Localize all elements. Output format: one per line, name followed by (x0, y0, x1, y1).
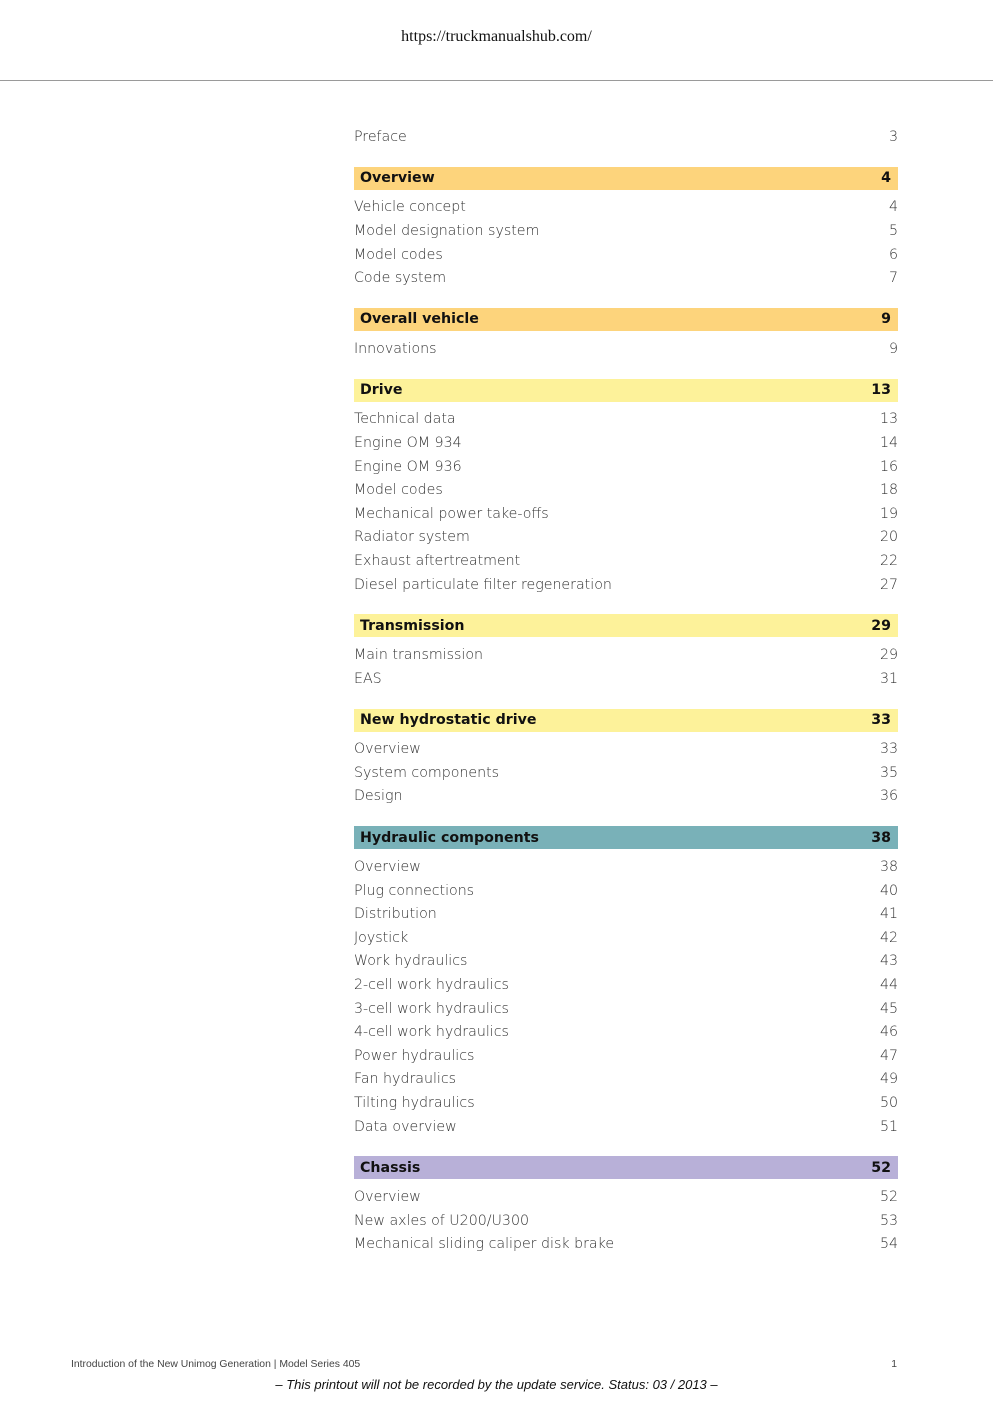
toc-entry[interactable] (354, 1115, 898, 1139)
toc-entry-title: Mechanical sliding caliper disk brake (354, 1236, 615, 1253)
toc-entry-page: 33 (879, 741, 898, 758)
toc-entry[interactable] (354, 879, 898, 903)
toc-entry-title: System components (354, 764, 500, 781)
toc-entry-title: Innovations (354, 340, 437, 357)
toc-entry-page: 46 (879, 1024, 898, 1041)
toc-entry-title: 3-cell work hydraulics (354, 1000, 509, 1017)
toc-entry-title: Design (354, 788, 403, 805)
footer-page-number: 1 (891, 1359, 897, 1370)
toc-entry-page: 13 (879, 411, 898, 428)
toc-entry[interactable] (354, 243, 898, 267)
toc-entry[interactable] (354, 478, 898, 502)
toc-entry-title: Plug connections (354, 882, 475, 899)
toc-entry-page: 38 (879, 859, 898, 876)
toc-entry-title: Diesel particulate filter regeneration (354, 576, 612, 593)
toc-entry-title: Engine OM 936 (354, 458, 462, 475)
toc-section-heading[interactable] (354, 308, 898, 331)
toc-entry-page: 47 (879, 1047, 898, 1064)
toc-section-heading[interactable] (354, 614, 898, 637)
toc-entry-title: Data overview (354, 1118, 457, 1135)
toc-entry-title: Code system (354, 270, 447, 287)
toc-entry-title: Fan hydraulics (354, 1071, 457, 1088)
toc-entry-page: 42 (879, 929, 898, 946)
toc-entry[interactable] (354, 502, 898, 526)
toc-entry-title: New axles of U200/U300 (354, 1212, 530, 1229)
toc-entry-page: 20 (879, 529, 898, 546)
toc-entry-title: Technical data (354, 411, 456, 428)
toc-entry-page: 5 (888, 222, 898, 239)
toc-entry[interactable] (354, 573, 898, 597)
site-url[interactable]: https://truckmanualshub.com/ (401, 28, 592, 45)
footer-document-title: Introduction of the New Unimog Generation | Model Series 405 (71, 1359, 361, 1370)
toc-entry-page: 31 (879, 670, 898, 687)
toc-entry-page: 6 (888, 246, 898, 263)
toc-entry-title: Joystick (354, 929, 409, 946)
toc-section-heading[interactable] (354, 826, 898, 849)
toc-entry[interactable] (354, 902, 898, 926)
toc-entry-title: Distribution (354, 906, 437, 923)
section-title: Transmission (360, 617, 465, 634)
toc-entry-page: 53 (879, 1212, 898, 1229)
toc-entry-title: Preface (354, 128, 407, 145)
toc-entry[interactable] (354, 431, 898, 455)
toc-entry[interactable] (354, 1185, 898, 1209)
toc-entry-title: Work hydraulics (354, 953, 468, 970)
toc-entry-title: Mechanical power take-offs (354, 505, 549, 522)
toc-entry-title: Exhaust aftertreatment (354, 552, 521, 569)
toc-entry[interactable] (354, 219, 898, 243)
toc-entry-page: 18 (879, 482, 898, 499)
section-page: 9 (881, 311, 891, 328)
toc-entry[interactable] (354, 926, 898, 950)
toc-section-heading[interactable] (354, 379, 898, 402)
toc-section-heading[interactable] (354, 709, 898, 732)
toc-section-heading[interactable] (354, 1156, 898, 1179)
toc-entry-title: 4-cell work hydraulics (354, 1024, 509, 1041)
toc-entry[interactable] (354, 785, 898, 809)
section-page: 52 (871, 1159, 891, 1176)
footer-status-note: – This printout will not be recorded by the update service. Status: 03 / 2013 – (275, 1377, 718, 1392)
section-title: New hydrostatic drive (360, 712, 537, 728)
toc-entry-page: 52 (879, 1189, 898, 1206)
section-page: 38 (871, 829, 891, 846)
toc-entry-page: 16 (879, 458, 898, 475)
toc-entry[interactable] (354, 1020, 898, 1044)
toc-entry-title: Overview (354, 1189, 421, 1206)
toc-entry-title: Model designation system (354, 222, 540, 239)
toc-entry-title: Tilting hydraulics (354, 1095, 475, 1112)
toc-entry-page: 36 (879, 788, 898, 805)
toc-entry[interactable] (354, 1209, 898, 1233)
table-of-contents (354, 125, 898, 1256)
toc-entry-title: Model codes (354, 482, 443, 499)
toc-entry-page: 43 (879, 953, 898, 970)
toc-entry-page: 54 (879, 1236, 898, 1253)
section-title: Drive (360, 382, 403, 399)
toc-entry-title: EAS (354, 670, 382, 687)
toc-section-heading[interactable] (354, 167, 898, 190)
section-page: 29 (871, 617, 891, 634)
toc-entry-page: 3 (888, 128, 898, 145)
section-page: 33 (871, 712, 891, 728)
toc-entry[interactable] (354, 337, 898, 361)
toc-entry-title: Vehicle concept (354, 199, 466, 216)
toc-entry[interactable] (354, 973, 898, 997)
section-page: 13 (871, 382, 891, 399)
toc-entry[interactable] (354, 266, 898, 290)
section-title: Overall vehicle (360, 311, 479, 328)
toc-entry[interactable] (354, 1068, 898, 1092)
toc-entry-page: 9 (888, 340, 898, 357)
toc-entry-title: Power hydraulics (354, 1047, 475, 1064)
toc-entry-page: 22 (879, 552, 898, 569)
toc-entry[interactable] (354, 526, 898, 550)
toc-entry-title: Overview (354, 741, 421, 758)
toc-entry-page: 7 (888, 270, 898, 287)
toc-entry[interactable] (354, 643, 898, 667)
header-divider (0, 80, 993, 81)
section-title: Overview (360, 170, 435, 187)
toc-entry-page: 44 (879, 977, 898, 994)
toc-entry[interactable] (354, 1091, 898, 1115)
toc-entry[interactable] (354, 408, 898, 432)
toc-entry-page: 4 (888, 199, 898, 216)
section-title: Chassis (360, 1159, 421, 1176)
toc-entry[interactable] (354, 549, 898, 573)
toc-entry-page: 49 (879, 1071, 898, 1088)
toc-entry-page: 14 (879, 434, 898, 451)
section-page: 4 (881, 170, 891, 187)
toc-entry-page: 35 (879, 764, 898, 781)
toc-entry-page: 45 (879, 1000, 898, 1017)
toc-entry-page: 29 (879, 647, 898, 664)
toc-entry[interactable] (354, 761, 898, 785)
toc-entry[interactable] (354, 997, 898, 1021)
section-title: Hydraulic components (360, 829, 539, 846)
toc-entry-page: 41 (879, 906, 898, 923)
toc-entry-title: Main transmission (354, 647, 484, 664)
toc-entry[interactable] (354, 196, 898, 220)
toc-entry[interactable] (354, 455, 898, 479)
toc-entry-title: Model codes (354, 246, 443, 263)
toc-entry-title: Overview (354, 859, 421, 876)
toc-entry[interactable] (354, 950, 898, 974)
toc-entry[interactable] (354, 1233, 898, 1257)
toc-entry-preface[interactable] (354, 125, 898, 149)
toc-entry-page: 50 (879, 1095, 898, 1112)
toc-entry[interactable] (354, 1044, 898, 1068)
toc-entry-title: Radiator system (354, 529, 470, 546)
toc-entry-page: 51 (879, 1118, 898, 1135)
toc-entry[interactable] (354, 667, 898, 691)
toc-entry-title: 2-cell work hydraulics (354, 977, 509, 994)
toc-entry[interactable] (354, 738, 898, 762)
toc-entry-page: 27 (879, 576, 898, 593)
toc-entry-page: 40 (879, 882, 898, 899)
toc-entry-page: 19 (879, 505, 898, 522)
toc-entry-title: Engine OM 934 (354, 434, 462, 451)
toc-entry[interactable] (354, 855, 898, 879)
